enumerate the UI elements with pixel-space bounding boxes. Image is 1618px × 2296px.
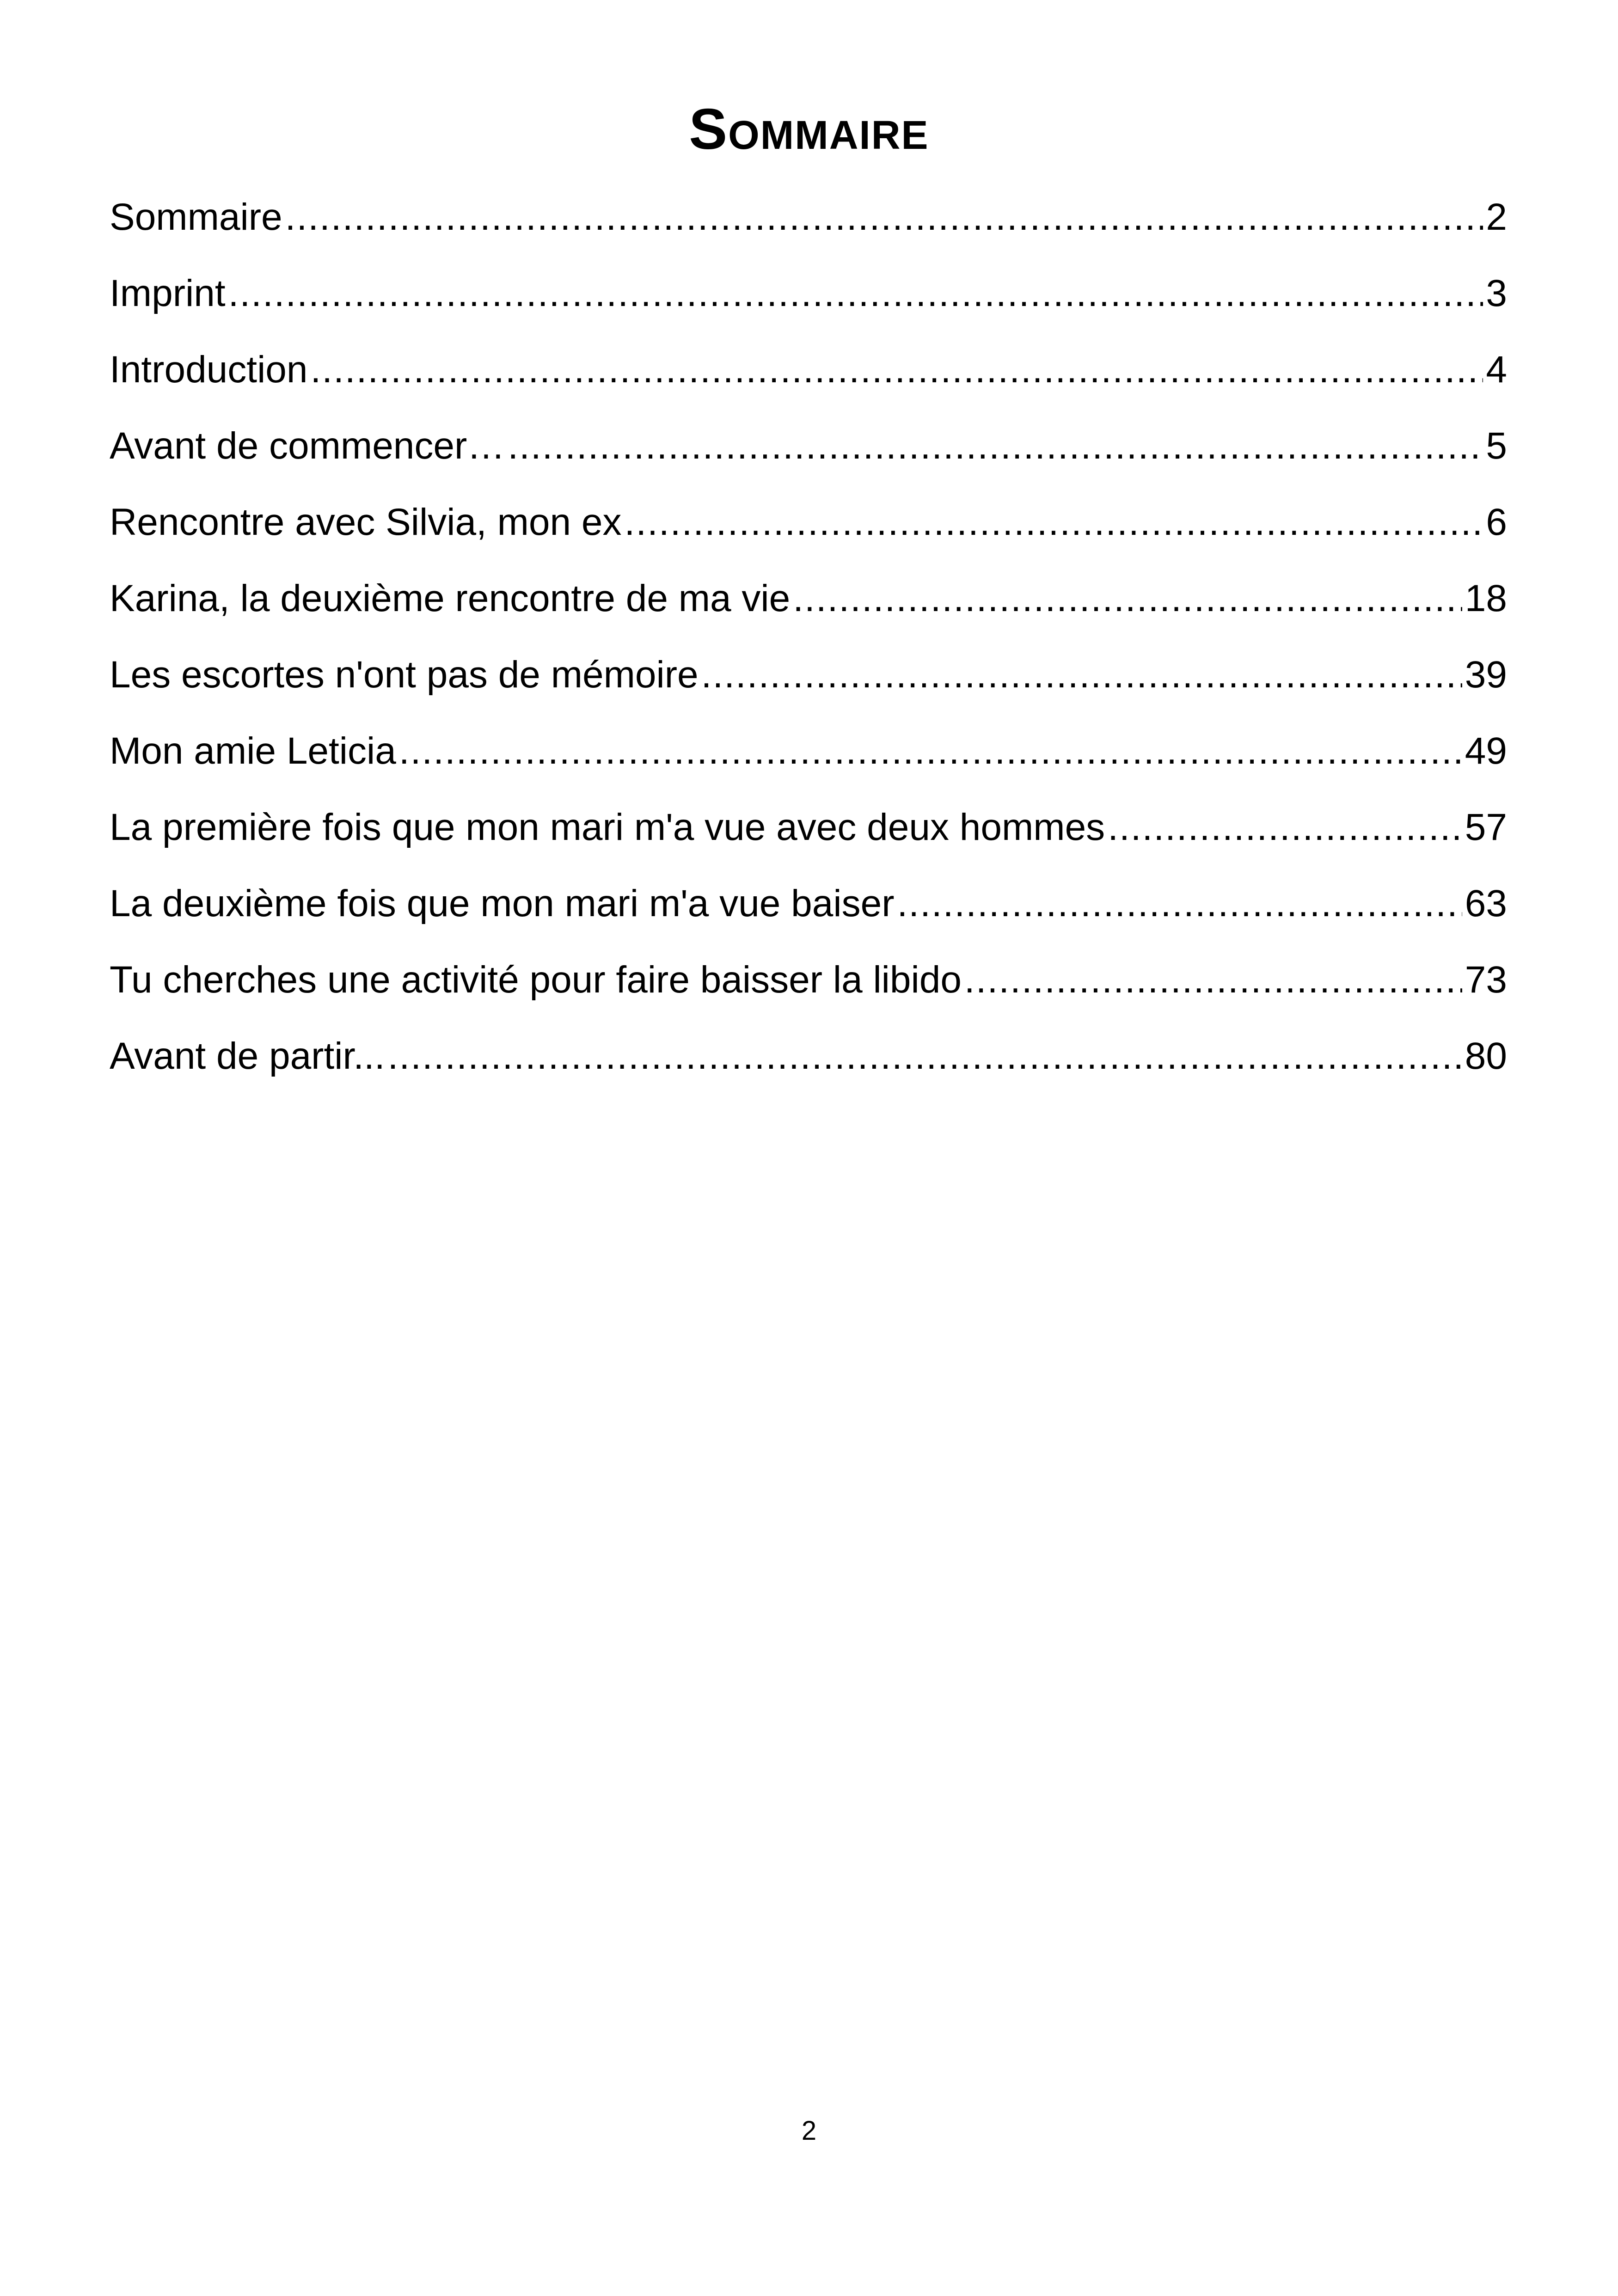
toc-entry-page: 4 bbox=[1486, 349, 1507, 391]
toc-dot-leader bbox=[793, 573, 1462, 624]
toc-entry-title: Avant de commencer… bbox=[110, 425, 505, 467]
toc-dot-leader bbox=[285, 192, 1483, 243]
toc-entry-title: La première fois que mon mari m'a vue avec deux hommes bbox=[110, 806, 1105, 848]
toc-entry-title: Sommaire bbox=[110, 196, 282, 238]
page-title: Sommaire bbox=[689, 98, 929, 161]
toc-entry-title: Mon amie Leticia bbox=[110, 730, 396, 772]
toc-dot-leader bbox=[964, 955, 1462, 1005]
toc-entry-title: Introduction bbox=[110, 349, 308, 391]
toc-entry-title: Rencontre avec Silvia, mon ex bbox=[110, 501, 622, 543]
toc-entry[interactable] bbox=[110, 802, 1507, 878]
toc-entry-page: 3 bbox=[1486, 272, 1507, 314]
toc-dot-leader bbox=[897, 878, 1462, 929]
table-of-contents bbox=[110, 192, 1507, 1107]
toc-dot-leader bbox=[508, 421, 1483, 471]
toc-entry[interactable] bbox=[110, 268, 1507, 344]
toc-entry[interactable] bbox=[110, 955, 1507, 1031]
toc-entry-title: La deuxième fois que mon mari m'a vue baiser bbox=[110, 882, 895, 925]
toc-entry-page: 18 bbox=[1465, 577, 1507, 619]
toc-entry-page: 63 bbox=[1465, 882, 1507, 925]
toc-dot-leader bbox=[311, 344, 1483, 395]
toc-entry[interactable] bbox=[110, 192, 1507, 268]
toc-dot-leader bbox=[625, 497, 1483, 548]
toc-entry-title: Avant de partir... bbox=[110, 1035, 385, 1077]
toc-entry[interactable] bbox=[110, 497, 1507, 573]
toc-dot-leader bbox=[228, 268, 1483, 319]
toc-dot-leader bbox=[399, 726, 1462, 777]
toc-entry[interactable] bbox=[110, 649, 1507, 726]
toc-entry-title: Tu cherches une activité pour faire baisser la libido bbox=[110, 959, 962, 1001]
toc-entry[interactable] bbox=[110, 726, 1507, 802]
toc-entry-page: 57 bbox=[1465, 806, 1507, 848]
toc-entry-page: 2 bbox=[1486, 196, 1507, 238]
toc-entry[interactable] bbox=[110, 344, 1507, 421]
toc-entry[interactable] bbox=[110, 573, 1507, 649]
toc-entry[interactable] bbox=[110, 421, 1507, 497]
toc-entry-title: Les escortes n'ont pas de mémoire bbox=[110, 654, 699, 696]
toc-entry[interactable] bbox=[110, 878, 1507, 955]
toc-entry-page: 49 bbox=[1465, 730, 1507, 772]
page-number: 2 bbox=[801, 2116, 817, 2146]
toc-entry-title: Karina, la deuxième rencontre de ma vie bbox=[110, 577, 791, 619]
toc-dot-leader bbox=[1108, 802, 1462, 853]
toc-entry-page: 6 bbox=[1486, 501, 1507, 543]
toc-entry-title: Imprint bbox=[110, 272, 226, 314]
toc-dot-leader bbox=[388, 1031, 1462, 1082]
toc-entry-page: 5 bbox=[1486, 425, 1507, 467]
toc-entry-page: 39 bbox=[1465, 654, 1507, 696]
toc-entry[interactable] bbox=[110, 1031, 1507, 1107]
toc-entry-page: 80 bbox=[1465, 1035, 1507, 1077]
toc-entry-page: 73 bbox=[1465, 959, 1507, 1001]
toc-dot-leader bbox=[701, 649, 1462, 700]
